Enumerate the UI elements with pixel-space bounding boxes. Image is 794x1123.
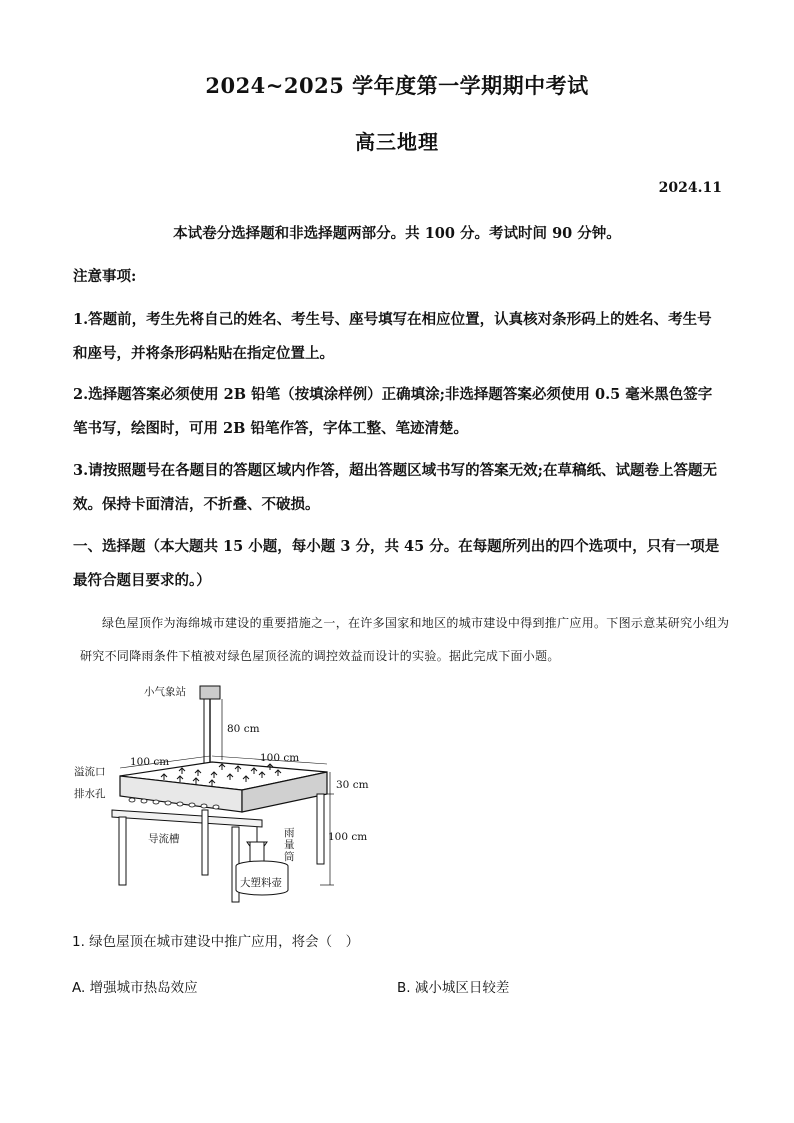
note-item-1: 1.答题前，考生先将自己的姓名、考生号、座号填写在相应位置，认真核对条形码上的姓名、考生号和座号，并将条形码粘贴在指定位置上。 bbox=[73, 311, 712, 362]
label-100cm-right: 100 cm bbox=[260, 752, 300, 764]
green-roof-experiment-figure bbox=[72, 680, 372, 910]
label-gutter: 导流槽 bbox=[148, 833, 180, 845]
exam-date: 2024.11 bbox=[658, 180, 722, 196]
label-100cm-left: 100 cm bbox=[130, 756, 170, 768]
label-overflow: 溢流口 bbox=[74, 766, 106, 778]
note-item-3: 3.请按照题号在各题目的答题区域内作答，超出答题区域书写的答案无效;在草稿纸、试题卷上答题无效。保持卡面清洁，不折叠、不破损。 bbox=[73, 462, 717, 513]
label-30cm: 30 cm bbox=[336, 779, 369, 791]
label-gauge-3: 筒 bbox=[284, 851, 295, 863]
label-gauge-2: 量 bbox=[284, 839, 295, 851]
label-gauge-1: 雨 bbox=[284, 827, 295, 839]
question-1-stem: 1. 绿色屋顶在城市建设中推广应用，将会（ ） bbox=[72, 934, 360, 950]
question-1-option-a[interactable]: A. 增强城市热岛效应 bbox=[72, 980, 198, 996]
label-80cm: 80 cm bbox=[227, 723, 260, 735]
label-bucket: 大塑料壶 bbox=[240, 877, 282, 889]
label-100cm-height: 100 cm bbox=[328, 831, 368, 843]
notes-heading: 注意事项: bbox=[73, 268, 137, 285]
label-weather-station: 小气象站 bbox=[144, 686, 186, 698]
exam-subject: 高三地理 bbox=[355, 130, 439, 154]
label-drain: 排水孔 bbox=[74, 788, 106, 800]
note-item-2: 2.选择题答案必须使用 2B 铅笔（按填涂样例）正确填涂;非选择题答案必须使用 0.5 毫米黑色签字笔书写，绘图时，可用 2B 铅笔作答，字体工整、笔迹清楚。 bbox=[73, 386, 713, 437]
section-heading: 一、选择题（本大题共 15 小题，每小题 3 分，共 45 分。在每题所列出的四个选项中，只有一项是最符合题目要求的。） bbox=[73, 538, 720, 589]
question-1-option-b[interactable]: B. 减小城区日较差 bbox=[397, 980, 510, 996]
reading-passage: 绿色屋顶作为海绵城市建设的重要措施之一，在许多国家和地区的城市建设中得到推广应用。下图示意某研究小组为研究不同降雨条件下植被对绿色屋顶径流的调控效益而设计的实验。据此完成下面小题。 bbox=[80, 616, 730, 663]
exam-intro: 本试卷分选择题和非选择题两部分。共 100 分。考试时间 90 分钟。 bbox=[173, 225, 621, 242]
exam-title: 2024~2025 学年度第一学期期中考试 bbox=[205, 73, 589, 98]
